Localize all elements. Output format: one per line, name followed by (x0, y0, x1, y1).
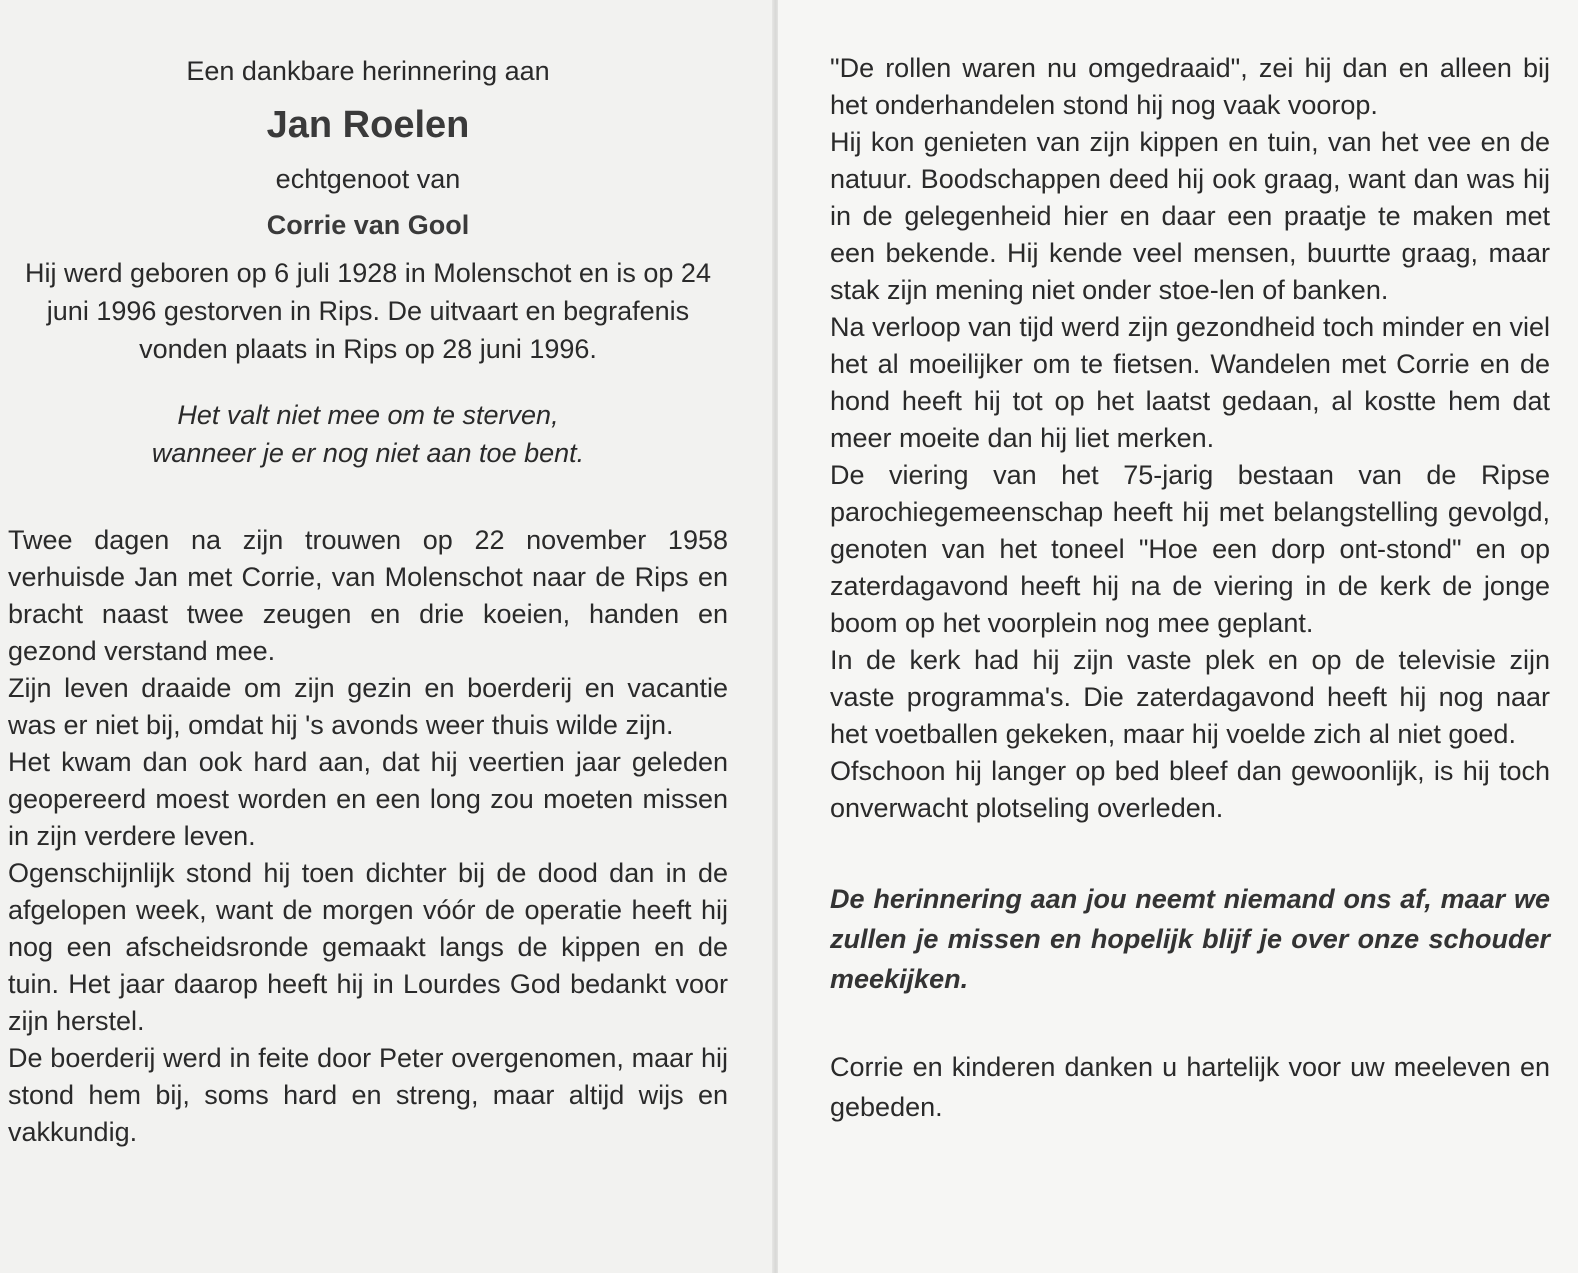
life-dates-text: Hij werd geboren op 6 juli 1928 in Molenschot en is op 24 juni 1996 gestorven in Rips. De uitvaart en begrafenis vonden plaats in Rips op 28 juni 1996. (25, 258, 711, 364)
left-paragraph-3: Het kwam dan ook hard aan, dat hij veertien jaar geleden geopereerd moest worden en een long zou moeten missen in zijn verdere leven. (8, 747, 728, 851)
right-paragraph-2: Hij kon genieten van zijn kippen en tuin, van het vee en de natuur. Boodschappen deed hij ook graag, want dan was hij in de gelegenheid hier en daar een praatje te maken met een bekende. Hij kende veel mensen, buurtte graag, maar stak zijn mening niet onder stoe-len of banken. (830, 127, 1550, 305)
left-paragraph-2: Zijn leven draaide om zijn gezin en boerderij en vacantie was er niet bij, omdat hij 's avonds weer thuis wilde zijn. (8, 673, 728, 740)
right-paragraph-6: Ofschoon hij langer op bed bleef dan gewoonlijk, is hij toch onverwacht plotseling overleden. (830, 756, 1550, 823)
right-page (778, 0, 1578, 1273)
left-paragraph-5: De boerderij werd in feite door Peter overgenomen, maar hij stond hem bij, soms hard en streng, maar altijd wijs en vakkundig. (8, 1043, 728, 1147)
intro-text: Een dankbare herinnering aan (186, 56, 550, 86)
closing-verse: De herinnering aan jou neemt niemand ons af, maar we zullen je missen en hopelijk blijf je over onze schouder meekijken. (830, 884, 1550, 994)
right-paragraph-1: "De rollen waren nu omgedraaid", zei hij dan en alleen bij het onderhandelen stond hij nog vaak voorop. (830, 53, 1550, 120)
left-page (0, 0, 778, 1273)
deceased-name: Jan Roelen (266, 104, 470, 146)
quote-line-1: Het valt niet mee om te sterven, (177, 400, 559, 430)
quote (18, 396, 718, 472)
right-paragraph-4: De viering van het 75-jarig bestaan van de Ripse parochiegemeenschap heeft hij met belangstelling gevolgd, genoten van het toneel "Hoe een dorp ont-stond" en op zaterdagavond heeft hij na de viering in de kerk de jonge boom op het voorplein nog mee geplant. (830, 460, 1550, 638)
right-paragraph-5: In de kerk had hij zijn vaste plek en op de televisie zijn vaste programma's. Die zaterdagavond heeft hij nog naar het voetballen gekeken, maar hij voelde zich al niet goed. (830, 645, 1550, 749)
left-paragraph-1: Twee dagen na zijn trouwen op 22 november 1958 verhuisde Jan met Corrie, van Molenschot naar de Rips en bracht naast twee zeugen en drie koeien, handen en gezond verstand mee. (8, 525, 728, 666)
spouse-name: Corrie van Gool (266, 210, 470, 240)
right-paragraph-3: Na verloop van tijd werd zijn gezondheid toch minder en viel het al moeilijker om te fietsen. Wandelen met Corrie en de hond heeft hij tot op het laatst gedaan, al kostte hem dat meer moeite dan hij liet merken. (830, 312, 1550, 453)
thanks-text: Corrie en kinderen danken u hartelijk voor uw meeleven en gebeden. (830, 1052, 1550, 1122)
left-paragraph-4: Ogenschijnlijk stond hij toen dichter bij de dood dan in de afgelopen week, want de morgen vóór de operatie heeft hij nog een afscheidsronde gemaakt langs de kippen en de tuin. Het jaar daarop heeft hij in Lourdes God bedankt voor zijn herstel. (8, 858, 728, 1036)
quote-line-2: wanneer je er nog niet aan toe bent. (151, 438, 585, 468)
spouse-label: echtgenoot van (275, 164, 461, 194)
